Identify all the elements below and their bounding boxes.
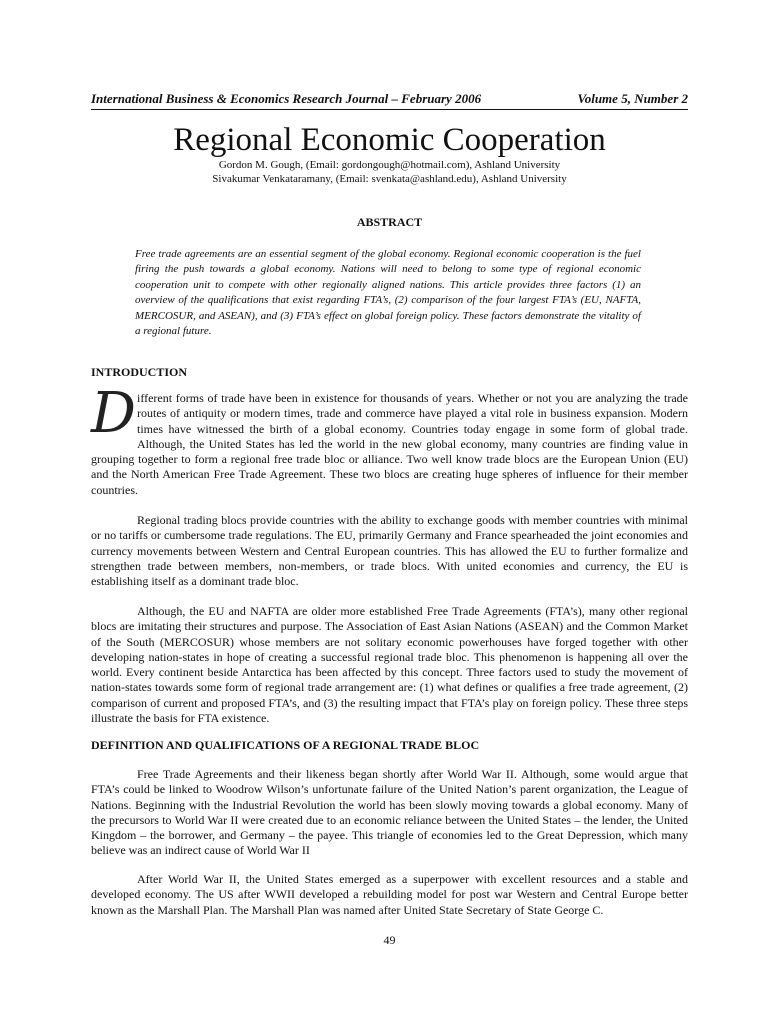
paper-title: Regional Economic Cooperation [173,122,606,158]
author-2: Sivakumar Venkataramany, (Email: svenkata@ashland.edu), Ashland University [212,173,567,185]
abstract-heading: ABSTRACT [356,215,423,229]
introduction-paragraph-2 [91,513,688,589]
introduction-paragraph-3 [91,604,688,726]
author-1: Gordon M. Gough, (Email: gordongough@hotmail.com), Ashland University [218,159,561,171]
drop-cap-letter: D [91,381,136,446]
running-header [91,91,688,110]
introduction-paragraph-2-text: Regional trading blocs provide countries with the ability to exchange goods with member countries with minimal or no tariffs or cumbersome trade regulations. The EU, primarily Germany and France spearheaded the joint economies and currency movements between Western and Central European countries. This has allowed the EU to further formalize and strengthen trade between members, non-members, or trade blocs. With united economies and currency, the EU is establishing itself as a dominant trade bloc. [91,513,688,589]
definition-paragraph-2-text: After World War II, the United States emerged as a superpower with excellent resources and a stable and developed economy. The US after WWII developed a rebuilding model for post war Western and Central Europe better known as the Marshall Plan. The Marshall Plan was named after United State Secretary of State George C. [91,872,688,917]
author-list [91,158,688,186]
definition-heading: DEFINITION AND QUALIFICATIONS OF A REGIONAL TRADE BLOC [91,738,480,752]
introduction-heading: INTRODUCTION [91,365,188,379]
page-number: 49 [383,933,396,947]
definition-paragraph-1 [91,767,688,859]
document-page [91,0,688,1024]
journal-name: International Business & Economics Research Journal – February 2006 [91,91,482,106]
abstract-text: Free trade agreements are an essential segment of the global economy. Regional economic cooperation is the fuel firing the push towards a global economy. Nations will need to belong to some type of regional economic cooperation unit to compete with other regionally aligned nations. This article provides three factors (1) an overview of the qualifications that exist regarding FTA’s, (2) comparison of the four largest FTA’s (EU, NAFTA, MERCOSUR, and ASEAN), and (3) FTA’s effect on global foreign policy. These factors demonstrate the vitality of a regional future. [135,248,641,338]
volume-number: Volume 5, Number 2 [577,91,688,106]
introduction-paragraph-3-text: Although, the EU and NAFTA are older more established Free Trade Agreements (FTA’s), many other regional blocs are imitating their structures and purpose. The Association of East Asian Nations (ASEAN) and the Common Market of the South (MERCOSUR) whose members are not solitary economic powerhouses have forged together with other developing nation-states in hope of creating a successful regional trade bloc. This phenomenon is happening all over the world. Every continent beside Antarctica has been affected by this concept. Three factors used to study the movement of nation-states towards some form of regional trade arrangement are: (1) what defines or qualifies a free trade agreement, (2) comparison of current and proposed FTA’s, and (3) the resulting impact that FTA’s play on foreign policy. These three steps illustrate the basis for FTA existence. [91,604,688,726]
definition-paragraph-1-text: Free Trade Agreements and their likeness began shortly after World War II. Although, some would argue that FTA’s could be linked to Woodrow Wilson’s unfortunate failure of the United Nation’s parent organization, the League of Nations. Beginning with the Industrial Revolution the world has been slowly moving towards a global economy. Many of the precursors to World War II were created due to an economic reliance between the United States – the lender, the United Kingdom – the borrower, and Germany – the payee. This triangle of economies led to the Great Depression, which many believe was an indirect cause of World War II [91,767,688,858]
definition-paragraph-2 [91,872,688,918]
introduction-paragraph-1-text: ifferent forms of trade have been in existence for thousands of years. Whether or not you are analyzing the trade routes of antiquity or modern times, trade and commerce have played a vital role in business expansion. Modern times have witnessed the birth of a global economy. Countries today engage in some form of global trade. Although, the United States has led the world in the new global economy, many countries are finding value in grouping together to form a regional free trade bloc or alliance. Two well know trade blocs are the European Union (EU) and the North American Free Trade Agreement. These two blocs are creating huge spheres of influence for their member countries. [91,391,688,497]
introduction-paragraph-1 [91,381,688,498]
